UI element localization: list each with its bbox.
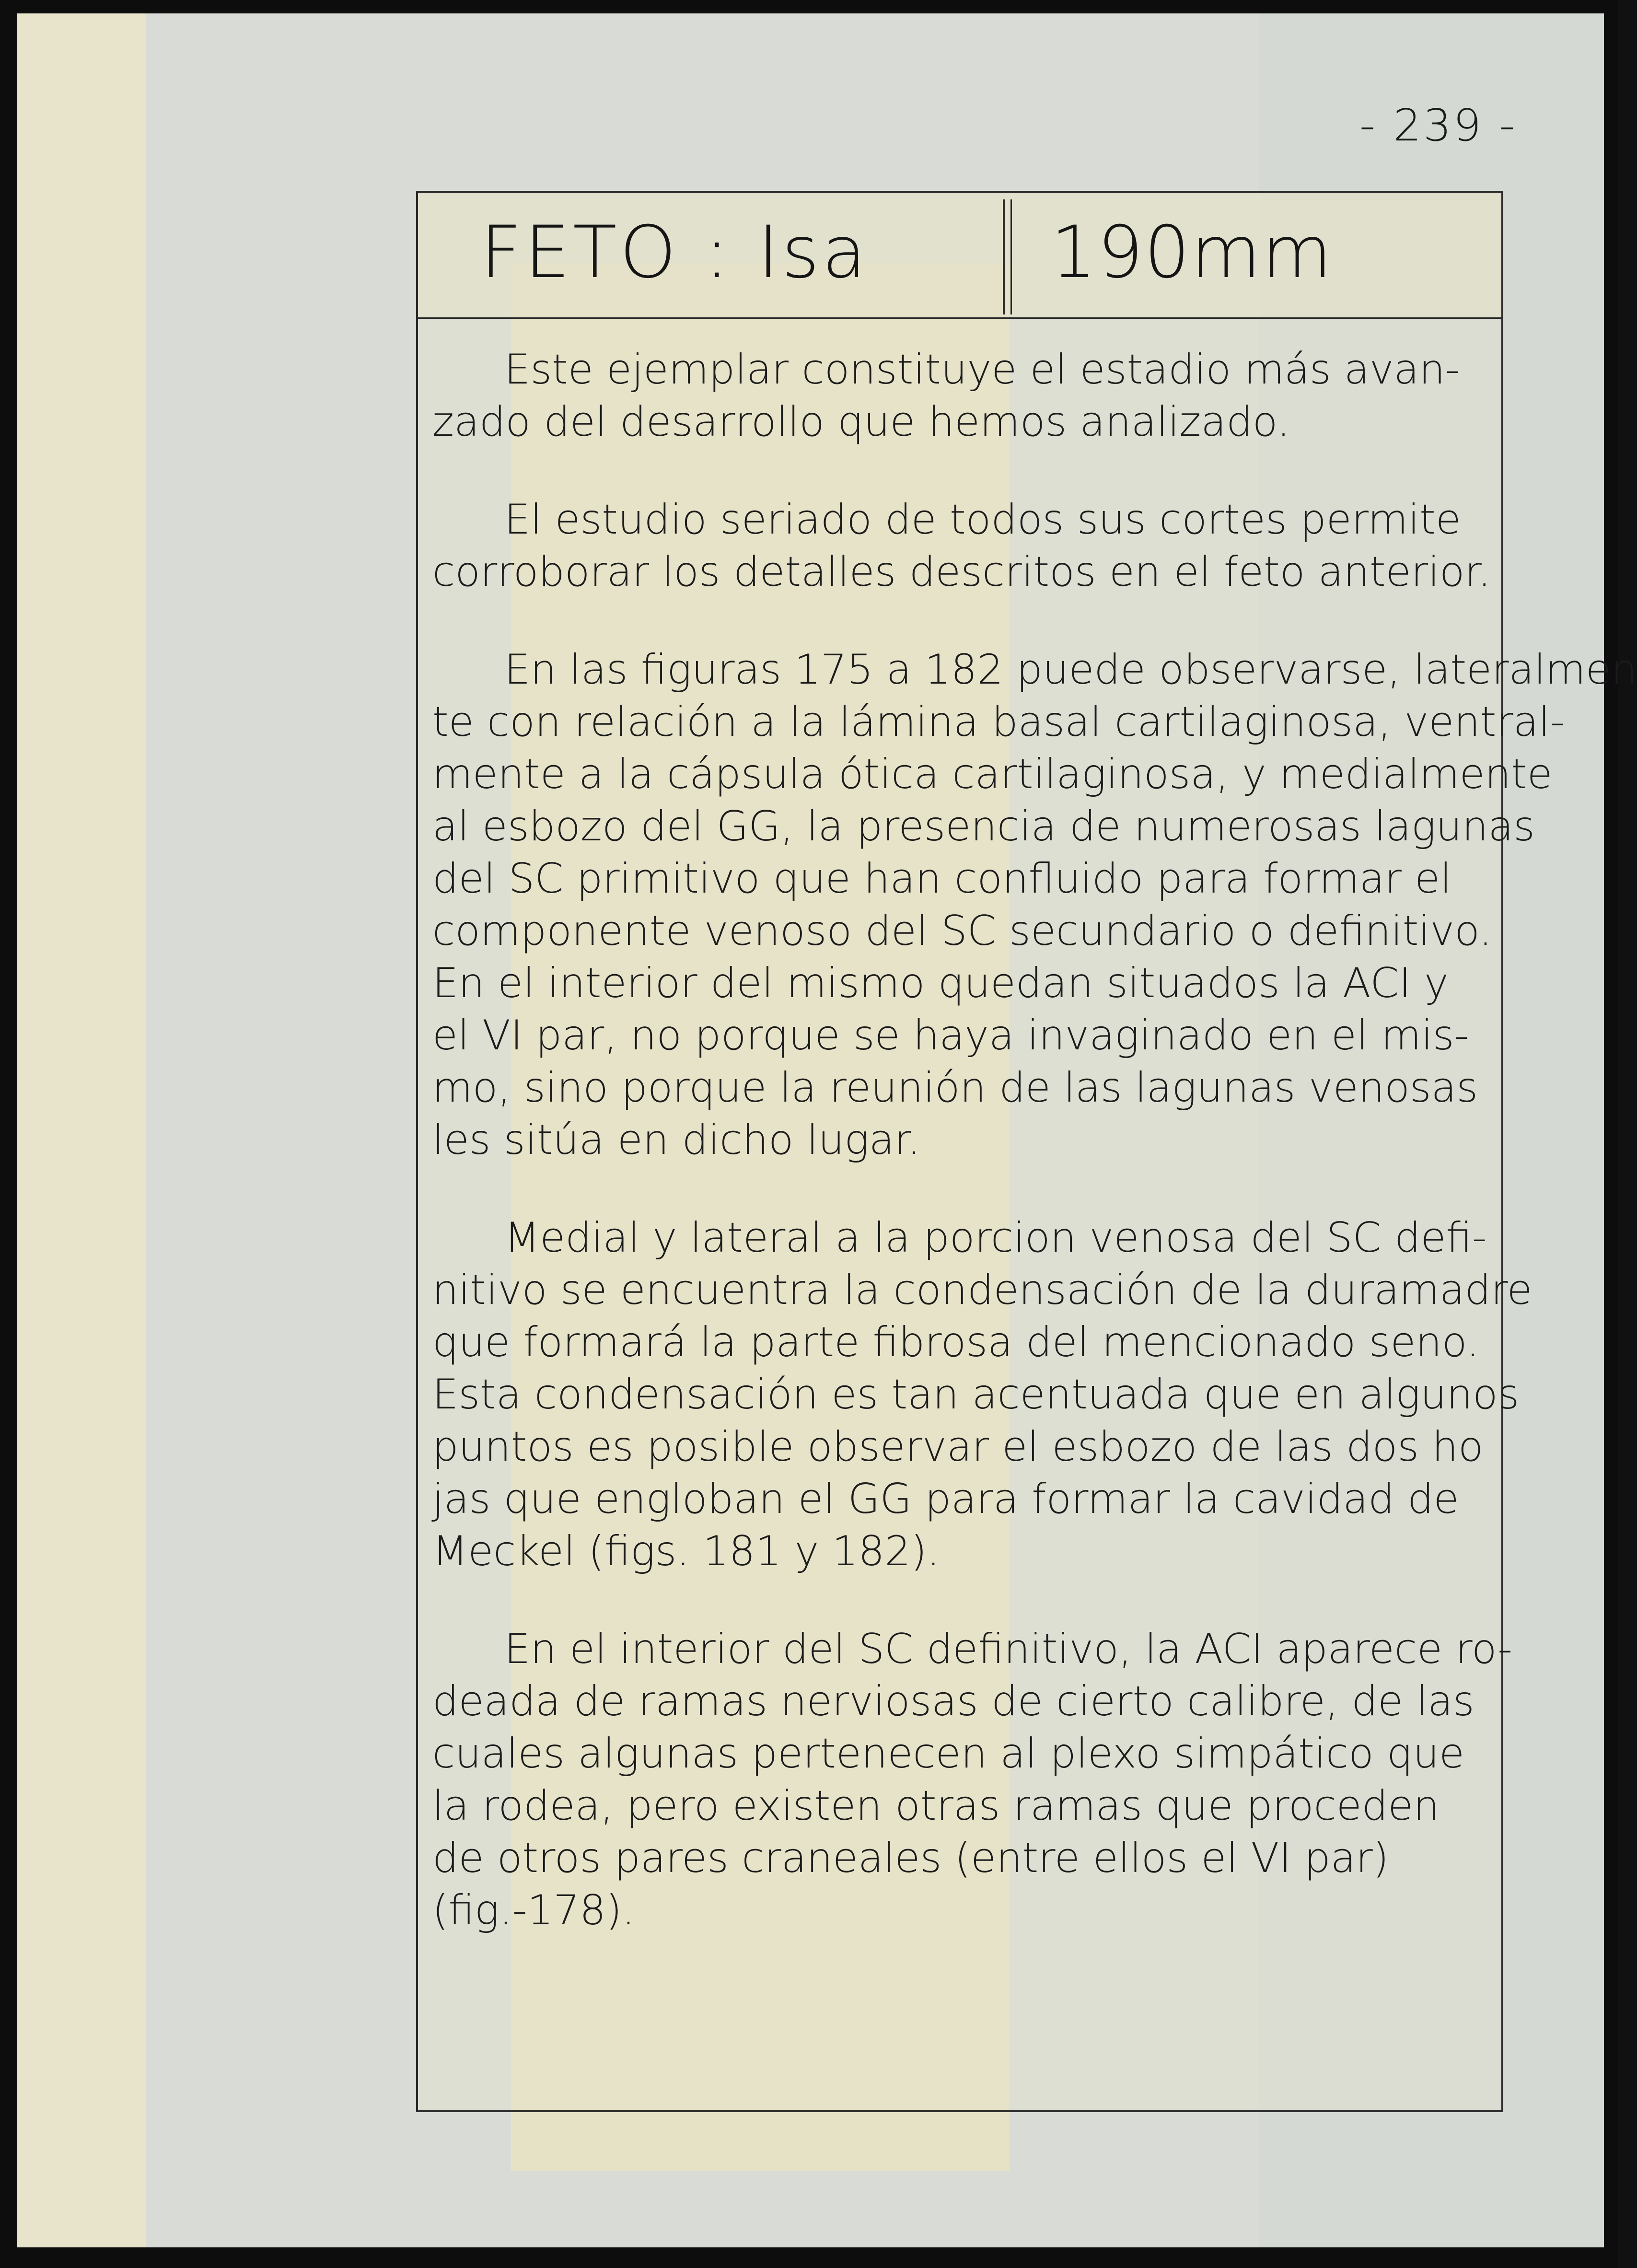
- header-divider: [1003, 199, 1012, 314]
- paper-margin-tint: [17, 13, 146, 2247]
- text-line: En el interior del mismo quedan situados la ACI y: [432, 959, 1449, 1007]
- box-header: [418, 193, 1501, 319]
- text-line: el VI par, no porque se haya invaginado en el mis-: [432, 1012, 1469, 1059]
- text-line: te con relación a la lámina basal cartilaginosa, ventral-: [432, 698, 1565, 746]
- text-line: nitivo se encuentra la condensación de la duramadre: [432, 1266, 1533, 1314]
- paragraph: [432, 644, 1637, 1166]
- specimen-size: 190mm: [1051, 211, 1333, 294]
- text-line: puntos es posible observar el esbozo de las dos ho: [432, 1423, 1484, 1471]
- text-line: del SC primitivo que han confluido para formar el: [432, 855, 1451, 903]
- text-line: El estudio seriado de todos sus cortes permite: [504, 496, 1461, 544]
- text-line: la rodea, pero existen otras ramas que proceden: [432, 1782, 1440, 1830]
- text-line: En las figuras 175 a 182 puede observarse, lateralmen: [504, 646, 1637, 694]
- text-line: Esta condensación es tan acentuada que en algunos: [432, 1371, 1520, 1419]
- paragraph: [432, 1623, 1513, 1937]
- text-line: zado del desarrollo que hemos analizado.: [432, 398, 1290, 446]
- text-line: En el interior del SC definitivo, la ACI aparece ro-: [504, 1625, 1513, 1673]
- paragraph: [432, 1212, 1533, 1578]
- text-line: mo, sino porque la reunión de las lagunas venosas: [432, 1064, 1478, 1112]
- paragraph: [432, 344, 1487, 448]
- text-line: componente venoso del SC secundario o definitivo.: [432, 907, 1492, 955]
- text-box: [416, 191, 1637, 2112]
- text-line: cuales algunas pertenecen al plexo simpático que: [432, 1730, 1465, 1778]
- box-body: [432, 344, 1637, 1982]
- document-page: [17, 13, 1637, 2247]
- text-line: de otros pares craneales (entre ellos el VI par): [432, 1834, 1389, 1882]
- text-line: Medial y lateral a la porcion venosa del SC defi-: [504, 1214, 1487, 1262]
- text-line: corroborar los detalles descritos en el feto anterior.: [432, 548, 1491, 596]
- text-line: jas que engloban el GG para formar la cavidad de: [432, 1475, 1459, 1523]
- text-line: mente a la cápsula ótica cartilaginosa, y medialmente: [432, 750, 1553, 798]
- text-line: Meckel (figs. 181 y 182).: [432, 1527, 940, 1575]
- text-line: les sitúa en dicho lugar.: [432, 1116, 921, 1164]
- text-line: Este ejemplar constituye el estadio más avan-: [504, 346, 1460, 394]
- paragraph: [432, 494, 1491, 598]
- specimen-title: FETO : Isa: [480, 211, 869, 294]
- text-line: deada de ramas nerviosas de cierto calibre, de las: [432, 1677, 1474, 1725]
- text-line: al esbozo del GG, la presencia de numerosas lagunas: [432, 803, 1535, 850]
- page-number: - 239 -: [1359, 100, 1517, 151]
- text-line: que formará la parte fibrosa del mencionado seno.: [432, 1318, 1480, 1366]
- text-line: (fig.-178).: [432, 1886, 635, 1934]
